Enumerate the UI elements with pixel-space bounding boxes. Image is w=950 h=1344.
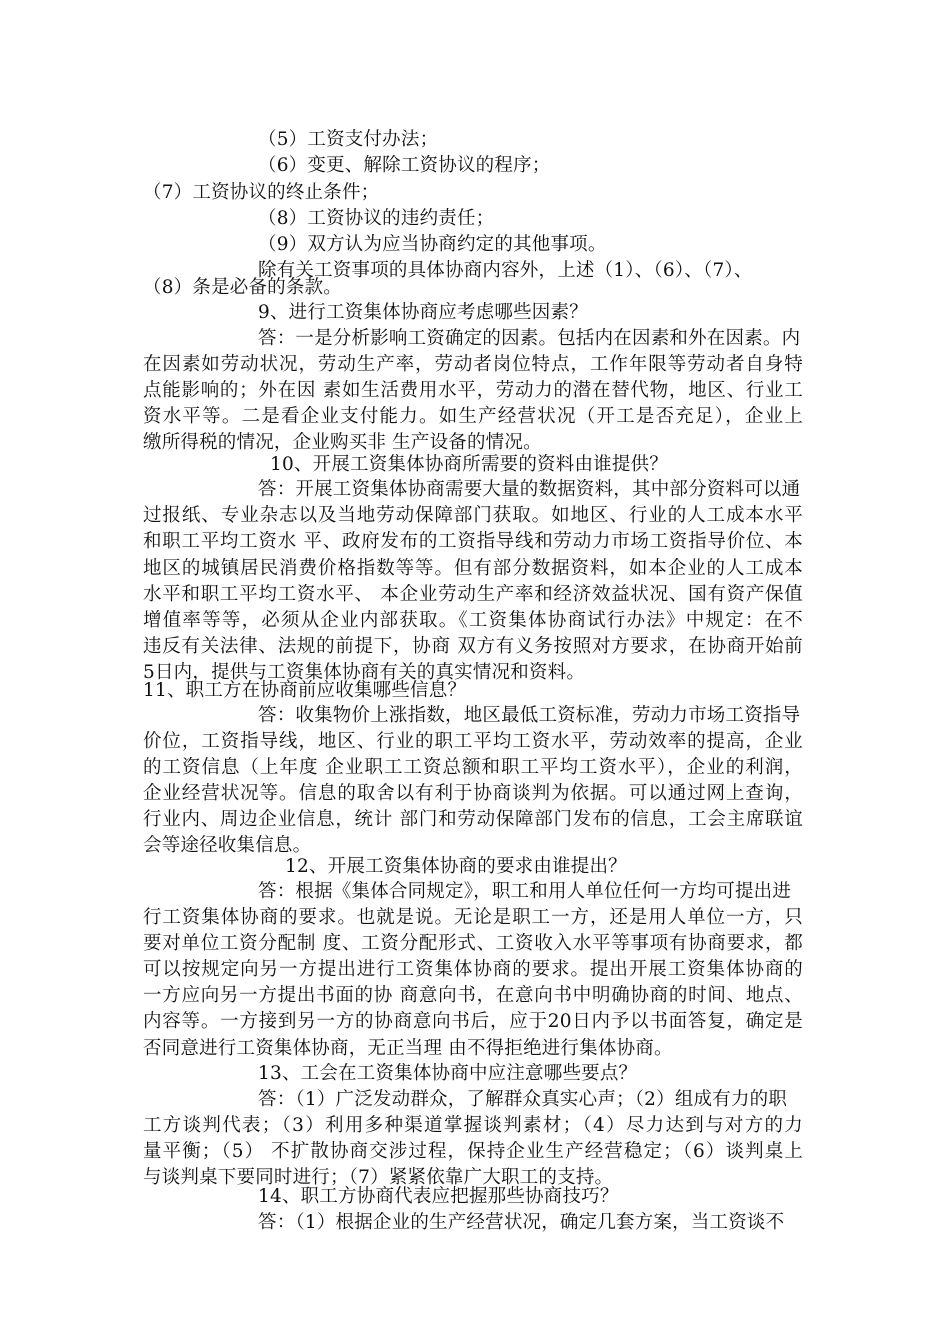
- text-line: 可以按规定向另一方提出进行工资集体协商的要求。提出开展工资集体协商的: [143, 959, 803, 980]
- text-line: 过报纸、专业杂志以及当地劳动保障部门获取。如地区、行业的人工成本水平: [143, 505, 803, 526]
- text-line: （8）工资协议的违约责任；: [258, 208, 495, 229]
- question-heading: 14、职工方协商代表应把握那些协商技巧？: [258, 1186, 619, 1207]
- text-line: （9）双方认为应当协商约定的其他事项。: [258, 234, 607, 255]
- text-line: 答：开展工资集体协商需要大量的数据资料，其中部分资料可以通: [258, 479, 801, 500]
- text-line: 答：（1）广泛发动群众，了解群众真实心声；（2）组成有力的职: [258, 1089, 788, 1110]
- text-line: 在因素如劳动状况，劳动生产率，劳动者岗位特点，工作年限等劳动者自身特: [143, 354, 803, 375]
- text-line: 一方应向另一方提出书面的协 商意向书，在意向书中明确协商的时间、地点、: [143, 985, 803, 1006]
- text-line: （6）变更、解除工资协议的程序；: [258, 155, 551, 176]
- text-line: 否同意进行工资集体协商，无正当理 由不得拒绝进行集体协商。: [143, 1038, 673, 1059]
- text-line: 答：（1）根据企业的生产经营状况，确定几套方案，当工资谈不: [258, 1212, 785, 1233]
- text-line: 工方谈判代表；（3）利用多种渠道掌握谈判素材；（4）尽力达到与对方的力: [143, 1115, 803, 1136]
- text-line: 和职工平均工资水 平、政府发布的工资指导线和劳动力市场工资指导价位、本: [143, 531, 803, 552]
- text-line: 地区的城镇居民消费价格指数等等。但有部分数据资料，如本企业的人工成本: [143, 558, 803, 579]
- text-line: 企业经营状况等。信息的取舍以有利于协商谈判为依据。可以通过网上查询，: [143, 783, 803, 804]
- question-heading: 13、工会在工资集体协商中应注意哪些要点？: [258, 1063, 638, 1084]
- text-line: 答：根据《集体合同规定》，职工和用人单位任何一方均可提出进: [258, 881, 792, 902]
- text-line: 行工资集体协商的要求。也就是说。无论是职工一方，还是用人单位一方，只: [143, 907, 803, 928]
- text-line: 点能影响的；外在因 素如生活费用水平，劳动力的潜在替代物，地区、行业工: [143, 380, 803, 401]
- text-line: 答：一是分析影响工资确定的因素。包括内在因素和外在因素。内: [258, 328, 801, 349]
- text-line: 内容等。一方接到另一方的协商意向书后，应于20日内予以书面答复，确定是: [143, 1011, 803, 1032]
- question-heading: 12、开展工资集体协商的要求由谁提出？: [285, 856, 627, 877]
- text-line: 价位，工资指导线，地区、行业的职工平均工资水平，劳动效率的提高，企业: [143, 731, 803, 752]
- text-line: 与谈判桌下要同时进行；（7）紧紧依靠广大职工的支持。: [143, 1167, 614, 1188]
- text-line: 的工资信息（上年度 企业职工工资总额和职工平均工资水平），企业的利润，: [143, 757, 803, 778]
- text-line: 会等途径收集信息。: [143, 835, 312, 856]
- text-line: 答：收集物价上涨指数，地区最低工资标准，劳动力市场工资指导: [258, 705, 801, 726]
- text-line: （7）工资协议的终止条件；: [143, 182, 380, 203]
- question-heading: 9、进行工资集体协商应考虑哪些因素？: [258, 302, 588, 323]
- text-line: 违反有关法律、法规的前提下，协商 双方有义务按照对方要求，在协商开始前: [143, 636, 803, 657]
- text-line: 行业内、周边企业信息，统计 部门和劳动保障部门发布的信息，工会主席联谊: [143, 809, 803, 830]
- question-heading: 11、职工方在协商前应收集哪些信息？: [143, 680, 467, 701]
- text-line: 要对单位工资分配制 度、工资分配形式、工资收入水平等事项有协商要求，都: [143, 933, 803, 954]
- text-line: 除有关工资事项的具体协商内容外，上述（1）、（6）、（7）、: [258, 260, 753, 281]
- text-line: （8）条是必备的条款。: [143, 277, 342, 298]
- text-line: 增值率等等，必须从企业内部获取。《工资集体协商试行办法》中规定：在不: [143, 610, 803, 631]
- text-line: 水平和职工平均工资水平、 本企业劳动生产率和经济效益状况、国有资产保值: [143, 584, 803, 605]
- text-line: 量平衡；（5） 不扩散协商交涉过程，保持企业生产经营稳定；（6）谈判桌上: [143, 1141, 803, 1162]
- text-line: （5）工资支付办法；: [258, 129, 439, 150]
- text-line: 缴所得税的情况，企业购买非 生产设备的情况。: [143, 432, 542, 453]
- text-line: 资水平等。二是看企业支付能力。如生产经营状况（开工是否充足），企业上: [143, 406, 803, 427]
- question-heading: 10、开展工资集体协商所需要的资料由谁提供？: [270, 454, 668, 475]
- text-line: 5日内，提供与工资集体协商有关的真实情况和资料。: [143, 662, 586, 683]
